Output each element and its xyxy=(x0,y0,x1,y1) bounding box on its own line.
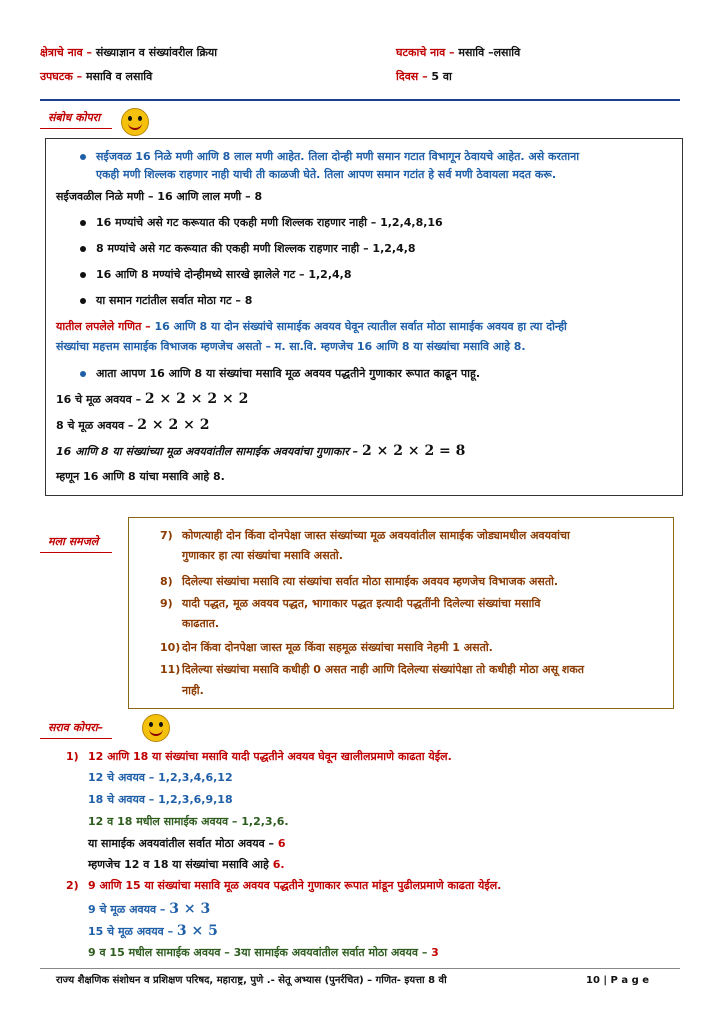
practice-title: सराव कोपरा– xyxy=(48,721,104,734)
bullet-icon xyxy=(80,298,86,304)
bullet-icon xyxy=(80,246,86,252)
prime8-value: 2 × 2 × 2 xyxy=(137,417,210,433)
sambodh-bullet2: 16 मण्यांचे असे गट करूयात की एकही मणी शिल्लक राहणार नाही – 1,2,4,8,16 xyxy=(80,216,443,230)
practice-q1-b: 18 चे अवयव – 1,2,3,6,9,18 xyxy=(88,793,233,806)
sambodh-bullet5: या समान गटांतील सर्वात मोठा गट – 8 xyxy=(80,294,252,308)
hidden-math-label: यातील लपलेले गणित – xyxy=(56,320,151,333)
bullet-icon xyxy=(80,272,86,278)
common-row: 16 आणि 8 या संख्यांच्या मूळ अवयवांतील सामाईक अवयवांचा गुणाकार – 2 × 2 × 2 = 8 xyxy=(56,443,466,459)
area-value: संख्याज्ञान व संख्यांवरील क्रिया xyxy=(95,46,218,59)
understood-item-11: 11) दिलेल्या संख्यांचा मसावि कधीही 0 असत नाही आणि दिलेल्या संख्यांपेक्षा तो कधीही मोठा असू शकत xyxy=(160,663,585,676)
header-divider xyxy=(40,99,680,101)
subunit-row xyxy=(40,70,152,84)
practice-q1-a: 12 चे अवयव – 1,2,3,4,6,12 xyxy=(88,771,233,784)
hidden-math-line1: यातील लपलेले गणित – 16 आणि 8 या दोन संख्यांचे सामाईक अवयव घेवून त्यातील सर्वात मोठा सामाईक अवयव हा त्या दोन्ही xyxy=(56,320,567,333)
bullet-icon xyxy=(80,154,86,160)
smiley-icon xyxy=(142,714,170,742)
bullet-icon xyxy=(80,371,86,377)
practice-underline xyxy=(40,738,112,739)
practice-q2: 2) 9 आणि 15 या संख्यांचा मसावि मूळ अवयव पद्धतीने गुणाकार रूपात मांडून पुढीलप्रमाणे काढता येईल. xyxy=(66,879,502,892)
sambodh-bullet1: सईजवळ 16 निळे मणी आणि 8 लाल मणी आहेत. तिला दोन्ही मणी समान गटात विभागून ठेवायचे आहेत. असे करताना xyxy=(80,150,579,164)
day-value: 5 वा xyxy=(431,70,452,83)
understood-item-8: 8) दिलेल्या संख्यांचा मसावि त्या संख्यांचा सर्वात मोठा सामाईक अवयव म्हणजेच विभाजक असतो. xyxy=(160,575,559,588)
sambodh-bullet4: 16 आणि 8 मण्यांचे दोन्हीमध्ये सारखे झालेले गट – 1,2,4,8 xyxy=(80,268,352,282)
practice-q1-e: म्हणजेच 12 व 18 या संख्यांचा मसावि आहे 6. xyxy=(88,858,285,871)
prime8-row: 8 चे मूळ अवयव – 2 × 2 × 2 xyxy=(56,417,210,433)
sambodh-underline xyxy=(40,128,112,129)
understood-item-11-cont: नाही. xyxy=(182,684,204,697)
subunit-label: उपघटक – xyxy=(40,70,83,83)
footer-divider xyxy=(40,968,680,969)
understood-title: मला समजले xyxy=(48,535,99,548)
practice-q2-b: 15 चे मूळ अवयव – 3 × 5 xyxy=(88,923,218,939)
sambodh-bullet3: 8 मण्यांचे असे गट करूयात की एकही मणी शिल्लक राहणार नाही – 1,2,4,8 xyxy=(80,242,416,256)
understood-item-9-cont: काढतात. xyxy=(182,617,220,630)
common-value: 2 × 2 × 2 = 8 xyxy=(362,443,466,459)
prime16-value: 2 × 2 × 2 × 2 xyxy=(144,391,249,407)
unit-label: घटकाचे नाव – xyxy=(396,46,455,59)
practice-q2-a: 9 चे मूळ अवयव – 3 × 3 xyxy=(88,901,211,917)
understood-item-10: 10) दोन किंवा दोनपेक्षा जास्त मूळ किंवा सहमूळ संख्यांचा मसावि नेहमी 1 असतो. xyxy=(160,641,493,654)
practice-q2-c: 9 व 15 मधील सामाईक अवयव – 3या सामाईक अवयवांतील सर्वात मोठा अवयव – 3 xyxy=(88,946,439,959)
sambodh-bullet1-cont: एकही मणी शिल्लक राहणार नाही याची ती काळजी घेते. तिला आपण समान गटांत हे सर्व मणी ठेवायला मदत करू. xyxy=(96,168,557,181)
sambodh-bullet6: आता आपण 16 आणि 8 या संख्यांचा मसावि मूळ अवयव पद्धतीने गुणाकार रूपात काढून पाहू. xyxy=(80,367,480,381)
bullet-icon xyxy=(80,220,86,226)
understood-item-9: 9) यादी पद्धत, मूळ अवयव पद्धत, भागाकार पद्धत इत्यादी पद्धतींनी दिलेल्या संख्यांचा मसावि xyxy=(160,597,541,610)
day-row xyxy=(396,70,452,84)
footer-text: राज्य शैक्षणिक संशोधन व प्रशिक्षण परिषद, महाराष्ट्र, पुणे .- सेतू अभ्यास (पुनर्रचित) – गणित- इयत्ता 8 वी xyxy=(56,975,447,986)
hidden-math-line2: संख्यांचा महत्तम सामाईक विभाजक म्हणजेच असतो – म. सा.वि. म्हणजेच 16 आणि 8 या संख्यांचा मसावि आहे 8. xyxy=(56,340,526,353)
practice-q1: 1) 12 आणि 18 या संख्यांचा मसावि यादी पद्धतीने अवयव घेवून खालीलप्रमाणे काढता येईल. xyxy=(66,750,452,763)
understood-underline xyxy=(40,552,112,553)
sambodh-title: संबोध कोपरा xyxy=(48,111,101,124)
area-row xyxy=(40,46,217,60)
sambodh-beads-line: सईजवळील निळे मणी – 16 आणि लाल मणी – 8 xyxy=(56,190,263,203)
subunit-value: मसावि व लसावि xyxy=(85,70,153,83)
prime16-row: 16 चे मूळ अवयव – 2 × 2 × 2 × 2 xyxy=(56,391,249,407)
practice-q1-c: 12 व 18 मधील सामाईक अवयव – 1,2,3,6. xyxy=(88,815,289,828)
unit-row xyxy=(396,46,520,60)
understood-item-7: 7) कोणत्याही दोन किंवा दोनपेक्षा जास्त संख्यांच्या मूळ अवयवांतील सामाईक जोड्यामधील अवयवांचा xyxy=(160,529,570,542)
area-label: क्षेत्राचे नाव – xyxy=(40,46,93,59)
practice-q1-d: या सामाईक अवयवांतील सर्वात मोठा अवयव – 6 xyxy=(88,837,286,850)
day-label: दिवस – xyxy=(396,70,428,83)
unit-value: मसावि –लसावि xyxy=(458,46,521,59)
page-number: 10 | P a g e xyxy=(586,975,649,986)
sambodh-conclusion: म्हणून 16 आणि 8 यांचा मसावि आहे 8. xyxy=(56,470,225,483)
understood-item-7-cont: गुणाकार हा त्या संख्यांचा मसावि असतो. xyxy=(182,549,343,562)
smiley-icon xyxy=(121,108,149,136)
understood-box xyxy=(128,517,674,709)
